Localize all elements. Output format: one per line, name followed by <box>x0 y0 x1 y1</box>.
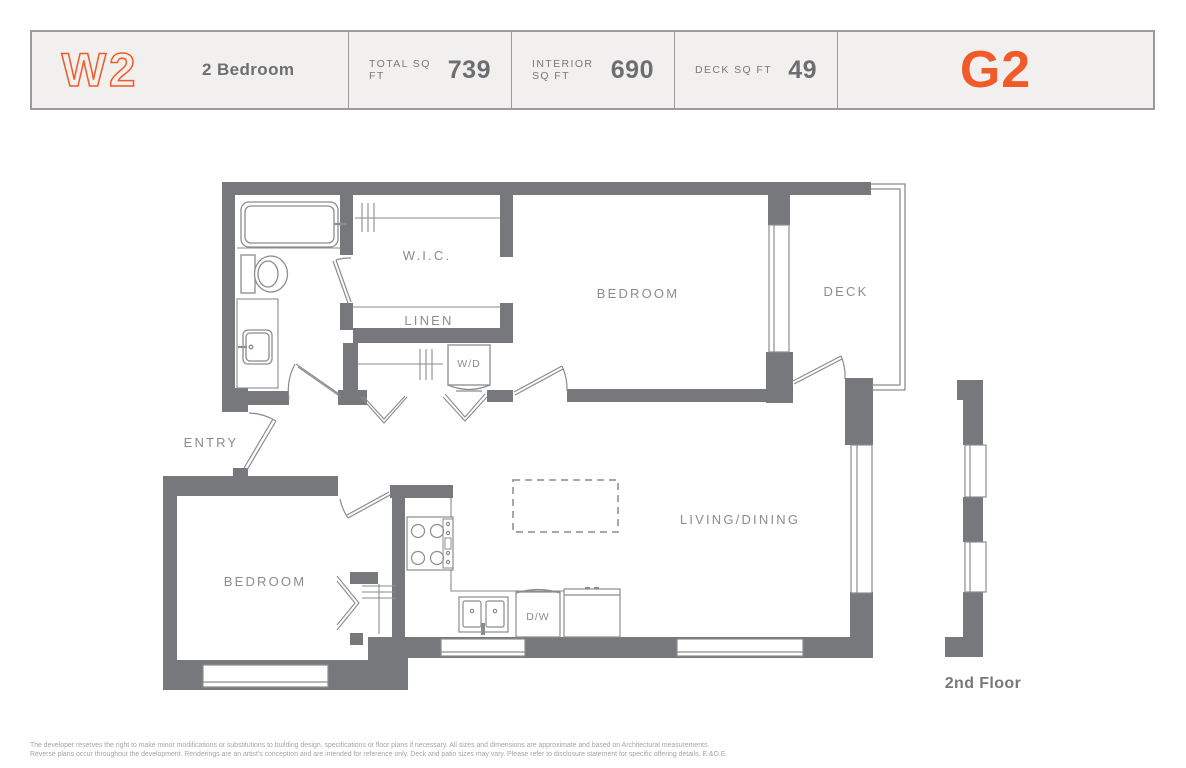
window-bedroom-bottom <box>203 665 328 687</box>
room-label-dishwasher: D/W <box>526 611 550 623</box>
room-label-living-dining: LIVING/DINING <box>679 512 801 527</box>
window-key-lower <box>965 542 986 592</box>
kitchen-island-dashed <box>513 480 618 532</box>
bathtub <box>237 202 347 248</box>
plan-code: G2 <box>959 41 1032 99</box>
wic-rod <box>355 203 500 232</box>
stat-label: DECK SQ FT <box>695 64 773 76</box>
stat-value: 49 <box>788 55 817 84</box>
wic-door <box>333 258 351 303</box>
entry-door <box>244 413 276 470</box>
window-key-upper <box>965 445 986 497</box>
bedroom-closet <box>337 576 396 634</box>
kitchen <box>407 480 620 637</box>
disclaimer-line-1: The developer reserves the right to make minor modifications or substitutions to building design, specifications or floor plans if necessary. All sizes and dimensions are approximate and based on Architectural measurements. <box>30 742 710 749</box>
room-label-bedroom-lower: BEDROOM <box>223 574 307 589</box>
room-label-deck: DECK <box>823 284 869 299</box>
disclaimer <box>30 741 750 760</box>
stat-value: 690 <box>610 55 654 84</box>
window-kitchen-bottom <box>441 639 525 656</box>
room-label-washer-dryer: W/D <box>457 358 481 370</box>
second-floor-key-wall <box>945 380 983 657</box>
wd-closet-rod <box>358 349 443 380</box>
floor-level-label: 2nd Floor <box>944 675 1022 692</box>
kitchen-sink <box>459 597 508 635</box>
bedroom-upper-door <box>514 366 567 395</box>
deck-door <box>793 356 845 384</box>
wd-bifold-doors <box>361 394 487 423</box>
toilet <box>241 255 288 293</box>
stat-label: TOTAL SQ FT <box>369 58 431 82</box>
room-label-wic: W.I.C. <box>402 248 452 263</box>
window-living-right <box>851 445 872 593</box>
vanity-sink <box>237 299 278 388</box>
disclaimer-line-2: Reverse plans occur throughout the development. Renderings are an artist's conception and are intended for reference only. Deck and patio sizes may vary. Please refer to disclosure statement for specific offering details. E.&O.E. <box>30 751 728 759</box>
bedroom-lower-door <box>340 492 390 518</box>
stat-label: INTERIOR SQ FT <box>532 58 594 82</box>
bathroom-fixtures <box>237 202 347 388</box>
refrigerator <box>564 588 620 637</box>
stat-value: 739 <box>447 55 491 84</box>
deck-railing <box>871 184 905 390</box>
room-label-linen: LINEN <box>404 313 454 328</box>
stove <box>407 517 453 570</box>
unit-code: W2 <box>61 44 139 98</box>
room-label-entry: ENTRY <box>183 435 239 450</box>
room-label-bedroom-upper: BEDROOM <box>596 286 680 301</box>
bathroom-door <box>288 364 341 399</box>
unit-type-label: 2 Bedroom <box>202 60 295 79</box>
window-living-bottom <box>677 639 803 656</box>
window-bedroom-deck <box>769 225 789 352</box>
